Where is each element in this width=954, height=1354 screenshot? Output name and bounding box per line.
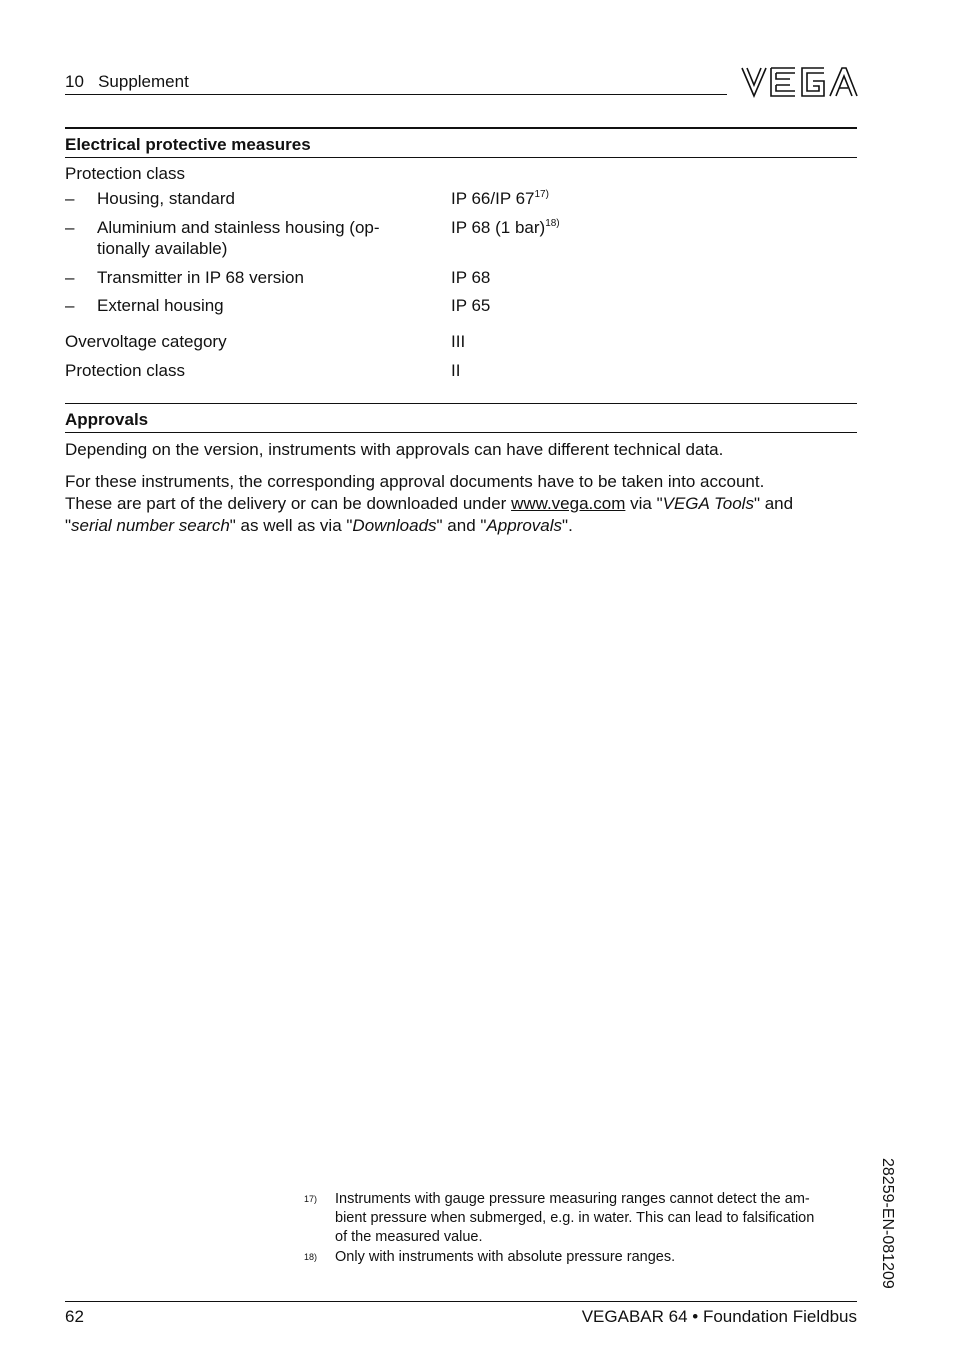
list-item-label: Housing, standard xyxy=(97,189,235,208)
approvals-paragraph-1: Depending on the version, instruments with approvals can have different technical data. xyxy=(65,440,724,459)
section-title-rule xyxy=(65,157,857,158)
approvals-paragraph-2 xyxy=(65,471,857,537)
approvals-title-rule xyxy=(65,432,857,433)
header-rule xyxy=(65,94,727,95)
list-item-label: Aluminium and stainless housing (op- xyxy=(97,218,380,237)
approvals-top-rule xyxy=(65,403,857,404)
footnote-text: Only with instruments with absolute pressure ranges. xyxy=(335,1249,676,1265)
footer-rule xyxy=(65,1301,857,1302)
list-dash: – xyxy=(65,218,75,237)
list-item-label: External housing xyxy=(97,296,224,315)
list-dash: – xyxy=(65,268,75,287)
list-item-label: Transmitter in IP 68 version xyxy=(97,268,304,287)
overvoltage-value: III xyxy=(451,332,466,351)
list-dash: – xyxy=(65,296,75,315)
product-name: VEGABAR 64 • Foundation Fieldbus xyxy=(581,1307,857,1326)
section-title-approvals: Approvals xyxy=(65,410,149,429)
vega-website-link[interactable]: www.vega.com xyxy=(511,494,626,513)
footnote-text: Instruments with gauge pressure measuring ranges cannot detect the am- bient pressure when submerged, e.g. in water. This can lead to falsification of the measured value. xyxy=(335,1191,815,1245)
list-item-label-cont: tionally available) xyxy=(97,239,228,258)
vega-logo xyxy=(740,66,858,98)
list-item-value: IP 68 xyxy=(451,268,491,287)
protection-class-label: Protection class xyxy=(65,164,185,183)
list-item-value: IP 66/IP 67$^{17)}$ xyxy=(451,189,549,208)
list-dash: – xyxy=(65,189,75,208)
document-code: 28259-EN-081209 xyxy=(879,1158,896,1289)
paragraph-line: "serial number search" as well as via "Downloads" and "Approvals". xyxy=(65,516,573,535)
footnote-mark: 17) xyxy=(304,1194,318,1204)
list-item-value: IP 65 xyxy=(451,296,491,315)
paragraph-line: For these instruments, the corresponding approval documents have to be taken into account. xyxy=(65,472,765,491)
footnote-ref: 18) xyxy=(545,218,560,229)
section-title-electrical: Electrical protective measures xyxy=(65,135,311,154)
protection-class2-value: II xyxy=(451,361,461,380)
section-top-rule xyxy=(65,127,857,129)
list-item-value: IP 68 (1 bar)$^{18)}$ xyxy=(451,218,560,237)
section-header: 10 Supplement xyxy=(65,72,189,91)
paragraph-line: These are part of the delivery or can be downloaded under www.vega.com via "VEGA Tools" and xyxy=(65,494,794,513)
overvoltage-label: Overvoltage category xyxy=(65,332,227,351)
footnote-ref: 17) xyxy=(534,189,549,200)
page-number: 62 xyxy=(65,1307,84,1326)
protection-class2-label: Protection class xyxy=(65,361,185,380)
footnote-mark: 18) xyxy=(304,1252,318,1262)
